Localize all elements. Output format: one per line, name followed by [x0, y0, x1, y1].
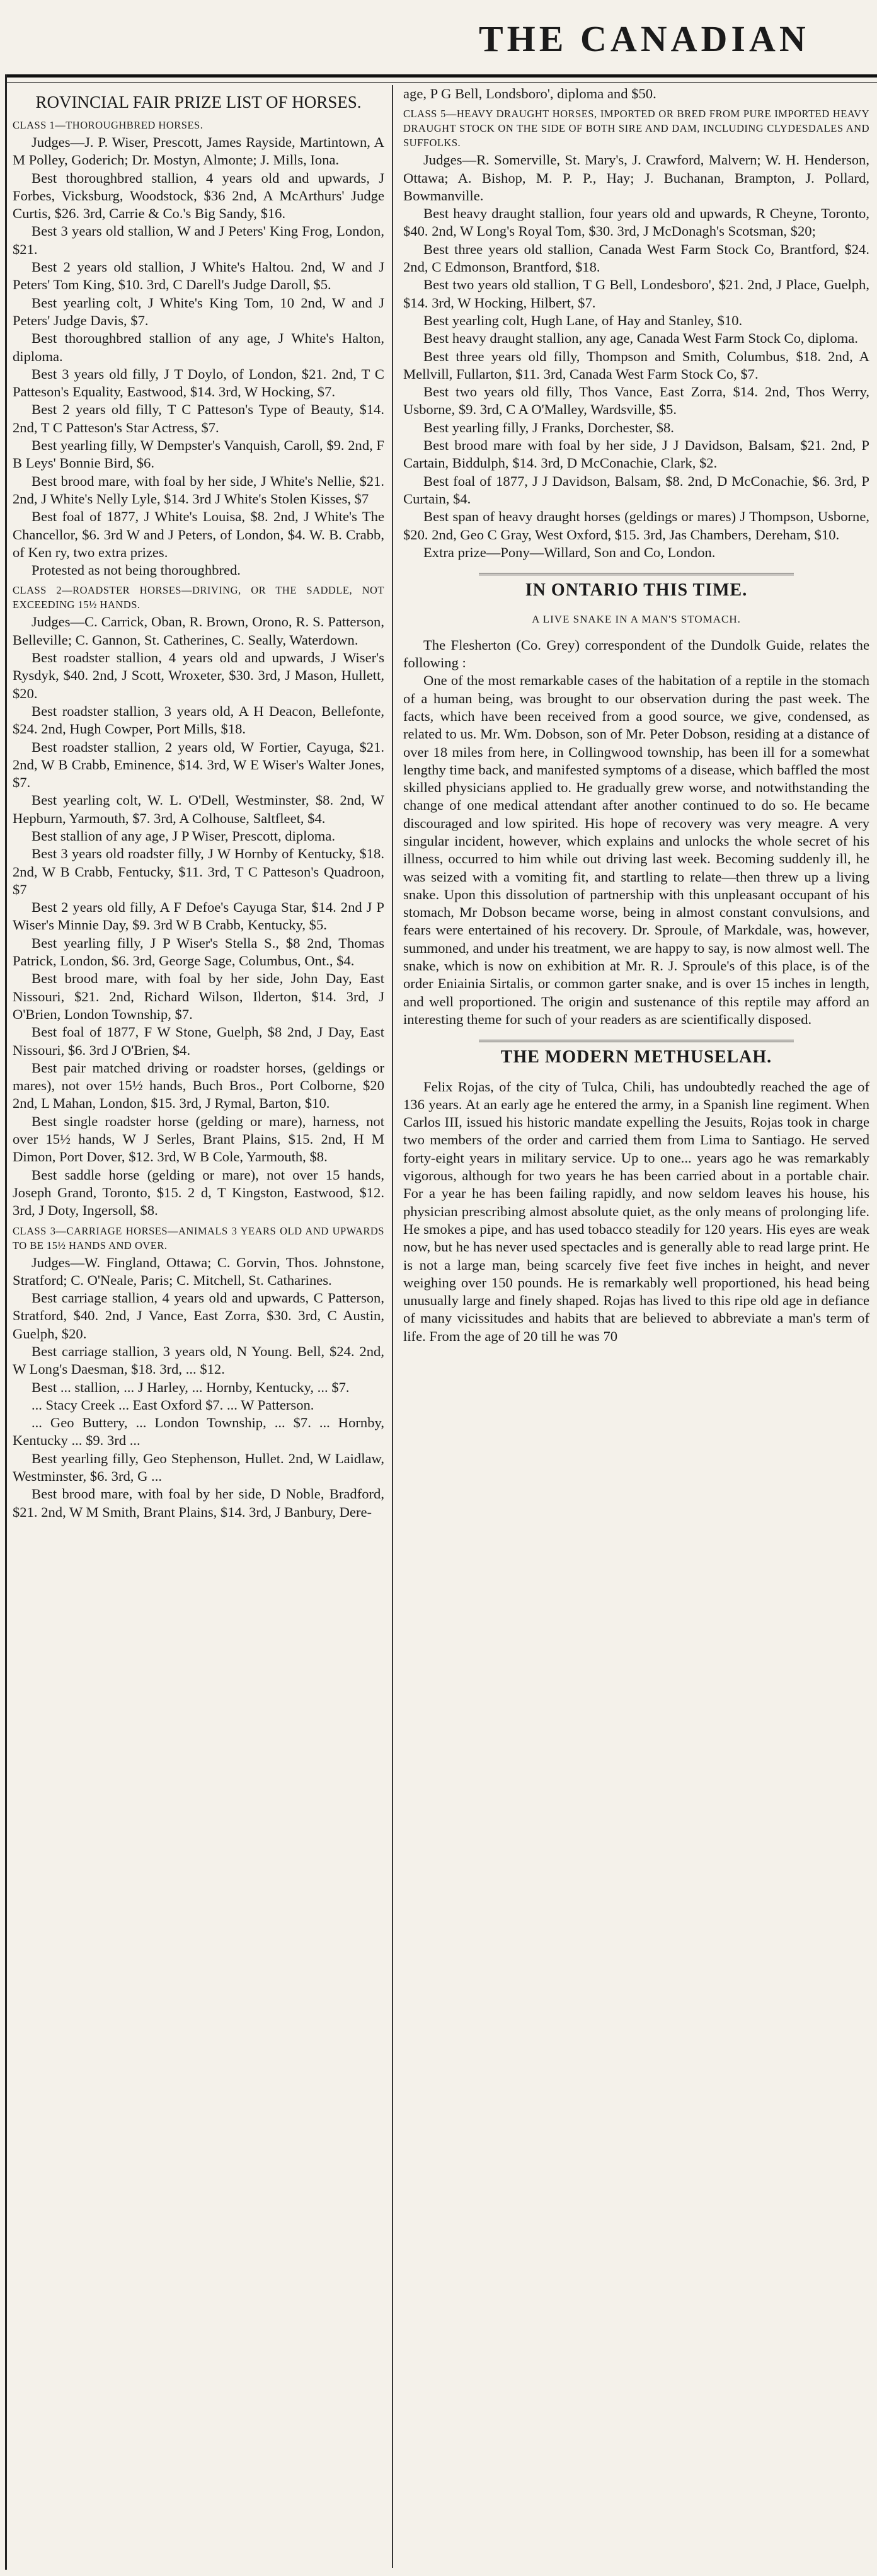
paragraph: Best 3 years old stallion, W and J Peters' King Frog, London, $21.	[13, 223, 384, 257]
paragraph: Best yearling colt, J White's King Tom, 10 2nd, W and J Peters' Judge Davis, $7.	[13, 294, 384, 328]
paragraph: Best carriage stallion, 3 years old, N Young. Bell, $24. 2nd, W Long's Daesman, $18. 3rd, ... $12.	[13, 1343, 384, 1377]
paragraph: Best roadster stallion, 2 years old, W Fortier, Cayuga, $21. 2nd, W B Crabb, Eminence, $14. 3rd, W E Wiser's Walter Jones, $7.	[13, 739, 384, 791]
paragraph: Best three years old filly, Thompson and Smith, Columbus, $18. 2nd, A Mellvill, Fullarton, $11. 3rd, Canada West Farm Stock Co, $7.	[403, 348, 869, 382]
paragraph: Best brood mare, with foal by her side, J White's Nellie, $21. 2nd, J White's Nelly Lyle, $14. 3rd J White's Stolen Kisses, $7	[13, 473, 384, 507]
paragraph: Best single roadster horse (gelding or mare), harness, not over 15½ hands, W J Serles, Brant Plains, $15. 2nd, H M Dimon, Port Dover, $12. 3rd, W B Cole, Yarmouth, $8.	[13, 1113, 384, 1165]
paragraph: Best roadster stallion, 4 years old and upwards, J Wiser's Rysdyk, $40. 2nd, J Scott, Wroxeter, $30. 3rd, J Mason, Hullett, $20.	[13, 650, 384, 701]
paragraph: Felix Rojas, of the city of Tulca, Chili, has undoubtedly reached the age of 136 years. At an early age he entered the army, in a Spanish line regiment. When Carlos III, issued his historic mandate expelling the Jesuits, Rojas took in charge two members of the order and carried them from Lima to Santiago. He served forty-eight years in military service. Up to one... years ago he was remarkably vigorous, although for two years he has been carried about in a portable chair. For a year he has been failing rapidly, and now seldom leaves his house, his physician prescribing almost absolute quiet, as the only means of prolonging life. He smokes a pipe, and has used tobacco steadily for 120 years. His eyes are weak now, but he has never used spectacles and is generally able to read large print. He is not a large man, being scarcely five feet five inches in height, and never weighing over 150 pounds. He is remarkably well proportioned, his head being unusually large and finely shaped. Rojas has lived to this ripe old age in defiance of many vicissitudes and habits that are believed to abbreviate a man's term of life. From the age of 20 till he was 70	[403, 1078, 869, 1344]
paragraph: Best yearling colt, W. L. O'Dell, Westminster, $8. 2nd, W Hepburn, Yarmouth, $7. 3rd, A Colhouse, Saltfleet, $4.	[13, 792, 384, 826]
section-separator	[479, 573, 794, 575]
paragraph: Protested as not being thoroughbred.	[32, 562, 241, 578]
paragraph: The Flesherton (Co. Grey) correspondent of the Dundolk Guide, relates the following :	[403, 636, 869, 671]
paragraph: Best brood mare, with foal by her side, D Noble, Bradford, $21. 2nd, W M Smith, Brant Plains, $14. 3rd, J Banbury, Dere-	[13, 1486, 384, 1520]
masthead-rule	[6, 74, 877, 78]
paragraph: Best span of heavy draught horses (geldings or mares) J Thompson, Usborne, $20. 2nd, Geo C Gray, West Oxford, $15. 3rd, Jas Chambers, Dereham, $10.	[403, 509, 869, 543]
paragraph: Best yearling colt, Hugh Lane, of Hay and Stanley, $10.	[423, 312, 743, 328]
paragraph: Best yearling filly, Geo Stephenson, Hullet. 2nd, W Laidlaw, Westminster, $6. 3rd, G ...	[13, 1450, 384, 1485]
paragraph: Best yearling filly, J Franks, Dorchester, $8.	[423, 419, 674, 435]
paragraph: Extra prize—Pony—Willard, Son and Co, London.	[423, 544, 716, 560]
paragraph: Best foal of 1877, F W Stone, Guelph, $8 2nd, J Day, East Nissouri, $6. 3rd J O'Brien, $4.	[13, 1024, 384, 1058]
paragraph: Best brood mare with foal by her side, J J Davidson, Balsam, $21. 2nd, P Cartain, Biddulph, $14. 3rd, D McConachie, Clark, $2.	[403, 437, 869, 471]
article-kicker: A LIVE SNAKE IN A MAN'S STOMACH.	[532, 613, 741, 626]
paragraph: Best yearling filly, J P Wiser's Stella S., $8 2nd, Thomas Patrick, London, $6. 3rd, George Sage, Columbus, Ont., $4.	[13, 934, 384, 969]
class-heading: CLASS 2—ROADSTER HORSES—DRIVING, OR THE SADDLE, NOT EXCEEDING 15½ HANDS.	[13, 584, 384, 611]
paragraph: Best pair matched driving or roadster horses, (geldings or mares), not over 15½ hands, Buch Bros., Port Colborne, $20 2nd, L Mahan, London, $15. 3rd, J Rymal, Barton, $10.	[13, 1059, 384, 1112]
paragraph: One of the most remarkable cases of the habitation of a reptile in the stomach of a human being, was brought to our observation during the past week. The facts, which have been received from a good source, we give, condensed, as related to us. Mr. Wm. Dobson, son of Mr. Peter Dobson, residing at a distance of over 18 miles from here, in Collingwood township, has been ill for a somewhat lengthy time back, and manifested symptoms of a disease, which baffled the most skilled physicians applied to. He gradually grew worse, and notwithstanding the change of one medical attendant after another continued to do so. He became discouraged and low spirited. His hope of recovery was very meagre. A very singular incident, however, which explains and unlocks the whole secret of his illness, occurred to him while out driving last week. Becoming suddenly ill, he was seized with a vomiting fit, and startling to relate—then threw up a living snake. Upon this dissolution of partnership with this unpleasant occupant of his stomach, Mr Dobson became worse, being in almost constant convulsions, and fears were entertained of his recovery. Dr. Sproule, of Markdale, was, however, summoned, and under his treatment, we are happy to say, is now almost well. The snake, which is now on exhibition at Mr. R. J. Sproule's of this place, is of the order Eniainia Sirtalis, or common garter snake, and is over 15 inches in length, and well proportioned. The origin and sustenance of this reptile may afford an interesting theme for such of your readers as are scientifically disposed.	[403, 672, 869, 1027]
paragraph: Best 2 years old filly, T C Patteson's Type of Beauty, $14. 2nd, T C Patteson's Star Actress, $7.	[13, 401, 384, 435]
paragraph: Best thoroughbred stallion, 4 years old and upwards, J Forbes, Vicksburg, Woodstock, $36 2nd, A McArthurs' Judge Curtis, $26. 3rd, Carrie & Co.'s Big Sandy, $16.	[13, 170, 384, 222]
paragraph: Best thoroughbred stallion of any age, J White's Halton, diploma.	[13, 330, 384, 364]
paragraph: Best heavy draught stallion, any age, Canada West Farm Stock Co, diploma.	[423, 330, 858, 347]
paragraph: Best heavy draught stallion, four years old and upwards, R Cheyne, Toronto, $40. 2nd, W Long's Royal Tom, $30. 3rd, J McDonagh's Scotsman, $20;	[403, 205, 869, 239]
left-column	[13, 85, 384, 1521]
masthead: THE CANADIAN	[479, 18, 810, 59]
paragraph: Judges—J. P. Wiser, Prescott, James Rayside, Martintown, A M Polley, Goderich; Dr. Mostyn, Almonte; J. Mills, Iona.	[13, 134, 384, 168]
paragraph: Best brood mare, with foal by her side, John Day, East Nissouri, $21. 2nd, Richard Wilson, Ilderton, $14. 3rd, J O'Brien, London Township, $7.	[13, 970, 384, 1022]
paragraph: Best roadster stallion, 3 years old, A H Deacon, Bellefonte, $24. 2nd, Hugh Cowper, Port Mills, $18.	[13, 703, 384, 737]
paragraph: Best 3 years old roadster filly, J W Hornby of Kentucky, $18. 2nd, W B Crabb, Fentucky, $11. 3rd, T C Patteson's Quadroon, $7	[13, 846, 384, 897]
column-divider	[392, 85, 393, 2568]
class-heading: CLASS 5—HEAVY DRAUGHT HORSES, IMPORTED OR BRED FROM PURE IMPORTED HEAVY DRAUGHT STOCK ON THE SIDE OF BOTH SIRE AND DAM, INCLUDING CLYDESDALES AND SUFFOLKS.	[403, 108, 869, 149]
section-title: IN ONTARIO THIS TIME.	[525, 580, 748, 601]
class-heading: CLASS 3—CARRIAGE HORSES—ANIMALS 3 YEARS OLD AND UPWARDS TO BE 15½ HANDS AND OVER.	[13, 1224, 384, 1251]
paragraph: Best 2 years old stallion, J White's Haltou. 2nd, W and J Peters' Tom King, $10. 3rd, C Darell's Judge Daroll, $5.	[13, 259, 384, 293]
paragraph: Best saddle horse (gelding or mare), not over 15 hands, Joseph Grand, Toronto, $15. 2 d, T Kingston, Eastwood, $12. 3rd, J Doty, Ingersoll, $8.	[13, 1166, 384, 1219]
section-title: THE MODERN METHUSELAH.	[500, 1047, 772, 1067]
paragraph: Best 2 years old filly, A F Defoe's Cayuga Star, $14. 2nd J P Wiser's Minnie Day, $9. 3rd W B Crabb, Kentucky, $5.	[13, 899, 384, 933]
paragraph: Judges—R. Somerville, St. Mary's, J. Crawford, Malvern; W. H. Henderson, Ottawa; A. Bishop, M. P. P., Hay; J. Buchanan, Brampton, J. Pollard, Bowmanville.	[403, 152, 869, 204]
paragraph: Best two years old stallion, T G Bell, Londesboro', $21. 2nd, J Place, Guelph, $14. 3rd, W Hocking, Hilbert, $7.	[403, 277, 869, 311]
paragraph: Best two years old filly, Thos Vance, East Zorra, $14. 2nd, Thos Werry, Usborne, $9. 3rd, C A O'Malley, Wardsville, $5.	[403, 384, 869, 418]
masthead-rule-thin	[6, 82, 877, 83]
paragraph: ... Geo Buttery, ... London Township, ... $7. ... Hornby, Kentucky ... $9. 3rd ...	[13, 1415, 384, 1449]
paragraph: Best yearling filly, W Dempster's Vanquish, Caroll, $9. 2nd, F B Leys' Bonnie Bird, $6.	[13, 437, 384, 471]
paragraph: ... Stacy Creek ... East Oxford $7. ... W Patterson.	[32, 1396, 314, 1413]
article-title: ROVINCIAL FAIR PRIZE LIST OF HORSES.	[35, 93, 362, 112]
page-edge	[5, 74, 7, 2570]
paragraph: Best stallion of any age, J P Wiser, Prescott, diploma.	[32, 827, 336, 844]
class-heading: CLASS 1—THOROUGHBRED HORSES.	[13, 119, 203, 131]
section-separator	[479, 1040, 794, 1042]
paragraph: Best 3 years old filly, J T Doylo, of London, $21. 2nd, T C Patteson's Equality, Eastwood, $14. 3rd, W Hocking, $7.	[13, 365, 384, 400]
paragraph: age, P G Bell, Londsboro', diploma and $50.	[403, 86, 656, 101]
paragraph: Best carriage stallion, 4 years old and upwards, C Patterson, Stratford, $40. 2nd, J Vance, East Zorra, $30. 3rd, C Austin, Guelph, $20.	[13, 1290, 384, 1342]
paragraph: Best ... stallion, ... J Harley, ... Hornby, Kentucky, ... $7.	[32, 1379, 350, 1395]
right-column	[403, 85, 869, 1345]
paragraph: Judges—C. Carrick, Oban, R. Brown, Orono, R. S. Patterson, Belleville; C. Gannon, St. Catherines, C. Seally, Waterdown.	[13, 614, 384, 648]
paragraph: Best foal of 1877, J J Davidson, Balsam, $8. 2nd, D McConachie, $6. 3rd, P Curtain, $4.	[403, 473, 869, 507]
paragraph: Best three years old stallion, Canada West Farm Stock Co, Brantford, $24. 2nd, C Edmonson, Brantford, $18.	[403, 241, 869, 275]
paragraph: Judges—W. Fingland, Ottawa; C. Gorvin, Thos. Johnstone, Stratford; C. O'Neale, Paris; C. Mitchell, St. Catharines.	[13, 1254, 384, 1288]
paragraph: Best foal of 1877, J White's Louisa, $8. 2nd, J White's The Chancellor, $6. 3rd W and J Peters, of London, $4. W. B. Crabb, of Ken ry, two extra prizes.	[13, 509, 384, 560]
